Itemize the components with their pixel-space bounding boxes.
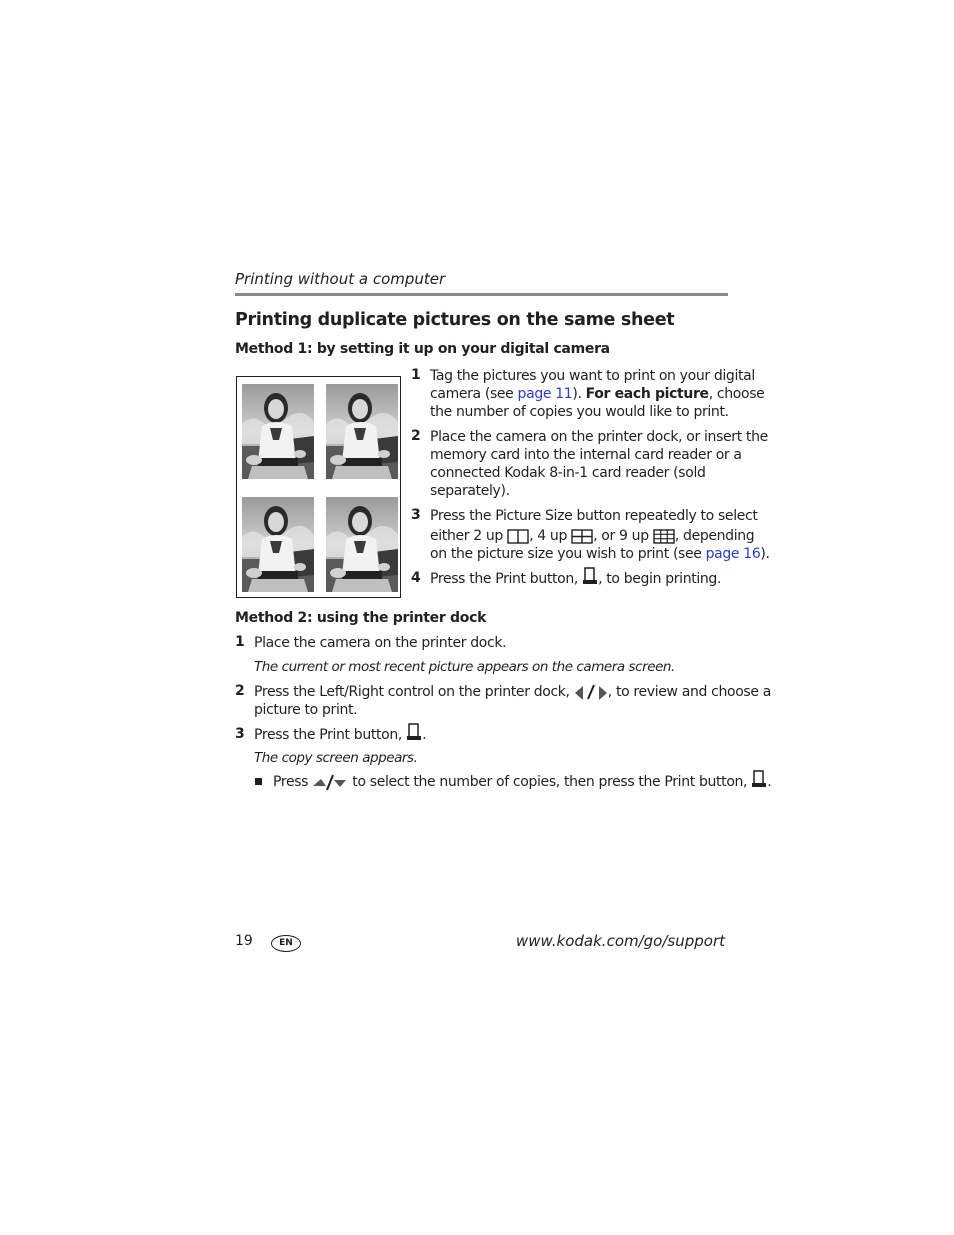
4-up-layout-icon bbox=[571, 529, 593, 544]
step-text: Press the Left/Right control on the printer dock, , to review and choose a bbox=[254, 684, 771, 700]
step-text: separately). bbox=[430, 483, 510, 499]
step-text: connected Kodak 8-in-1 card reader (sold bbox=[430, 465, 706, 481]
language-badge: EN bbox=[271, 935, 301, 952]
method1-heading: Method 1: by setting it up on your digital camera bbox=[235, 341, 610, 357]
step-text: Press to select the number of copies, then press the Print button, . bbox=[273, 773, 771, 791]
method2-step-3 bbox=[254, 726, 426, 767]
method1-step-1 bbox=[430, 367, 764, 421]
page-title: Printing duplicate pictures on the same sheet bbox=[235, 310, 675, 330]
step-number: 1 bbox=[235, 634, 245, 650]
9-up-layout-icon bbox=[653, 529, 675, 544]
step-text: Place the camera on the printer dock. bbox=[254, 635, 507, 651]
up-down-control-icon bbox=[312, 773, 348, 791]
section-header-title: Printing without a computer bbox=[235, 270, 446, 288]
support-url: www.kodak.com/go/support bbox=[515, 932, 725, 950]
step-text: the number of copies you would like to print. bbox=[430, 404, 729, 420]
step-number: 2 bbox=[411, 428, 421, 444]
step-text: camera (see page 11). For each picture, choose bbox=[430, 386, 765, 402]
method1-step-2 bbox=[430, 428, 768, 500]
page-16-link[interactable]: page 16 bbox=[705, 546, 761, 562]
2-up-layout-icon bbox=[507, 529, 529, 544]
print-button-icon bbox=[406, 723, 422, 741]
print-button-icon bbox=[751, 770, 767, 788]
step-text: Press the Print button, , to begin printing. bbox=[430, 570, 721, 588]
sample-photo bbox=[326, 384, 398, 479]
step-note: The copy screen appears. bbox=[254, 750, 418, 766]
method1-step-4 bbox=[430, 570, 721, 588]
step-text: Press the Picture Size button repeatedly to select bbox=[430, 508, 758, 524]
step-number: 4 bbox=[411, 570, 421, 586]
header-divider bbox=[235, 293, 728, 296]
step-number: 2 bbox=[235, 683, 245, 699]
sample-photo bbox=[326, 497, 398, 592]
method2-step-2 bbox=[254, 683, 771, 719]
left-right-control-icon bbox=[574, 683, 608, 701]
step-text: on the picture size you wish to print (see page 16). bbox=[430, 546, 770, 562]
method1-step-3 bbox=[430, 507, 770, 563]
step-text: Press the Print button, . bbox=[254, 726, 426, 744]
step-text: memory card into the internal card reader or a bbox=[430, 447, 742, 463]
step-text: Place the camera on the printer dock, or insert the bbox=[430, 429, 768, 445]
bullet-icon bbox=[255, 778, 262, 785]
method2-heading: Method 2: using the printer dock bbox=[235, 610, 487, 626]
page-number: 19 bbox=[235, 933, 253, 949]
step-number: 3 bbox=[411, 507, 421, 523]
step-text: Tag the pictures you want to print on your digital bbox=[430, 368, 755, 384]
sample-print-4up-illustration bbox=[236, 376, 401, 598]
step-note: The current or most recent picture appears on the camera screen. bbox=[254, 659, 675, 675]
sample-photo bbox=[242, 497, 314, 592]
copies-bullet bbox=[273, 773, 771, 791]
sample-photo bbox=[242, 384, 314, 479]
print-button-icon bbox=[582, 567, 598, 585]
step-text: picture to print. bbox=[254, 702, 358, 718]
step-number: 3 bbox=[235, 726, 245, 742]
method2-step-1 bbox=[254, 634, 675, 676]
step-number: 1 bbox=[411, 367, 421, 383]
step-text: either 2 up , 4 up , or 9 up , depending bbox=[430, 528, 755, 544]
page-11-link[interactable]: page 11 bbox=[517, 386, 573, 402]
